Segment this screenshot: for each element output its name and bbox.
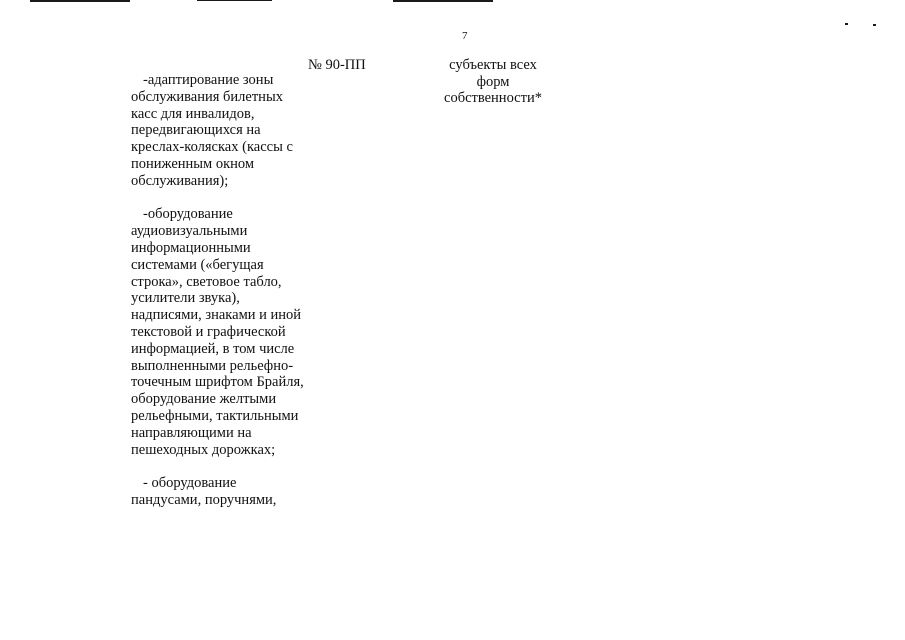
subjects-line: собственности* [444,90,542,107]
subjects-line: субъекты всех [449,57,537,73]
measures-column [131,72,306,526]
measure-paragraph: - оборудование пандусами, поручнями, [131,475,277,508]
subjects-line: форм [476,73,510,90]
scan-artifact [845,23,848,25]
document-number: № 90-ПП [308,57,366,73]
scan-artifact [30,0,130,2]
scan-artifact [197,0,272,1]
measure-paragraph: -адаптирование зоны обслуживания билетных касс для инвалидов, передвигающихся на креслах-колясках (кассы с пониженным окном обслуживания); [131,72,293,189]
subjects-column [428,57,558,107]
scan-artifact [393,0,493,2]
measure-paragraph: -оборудование аудиовизуальными информационными системами («бегущая строка», световое табло, усилители звука), надписями, знаками и иной текстовой и графической информацией, в том числе выполненными рельефно-точечным шрифтом Брайля, оборудование желтыми рельефными, тактильными направляющими на пешеходных дорожках; [131,206,304,458]
page-number: 7 [462,30,468,42]
scan-artifact [873,24,876,26]
